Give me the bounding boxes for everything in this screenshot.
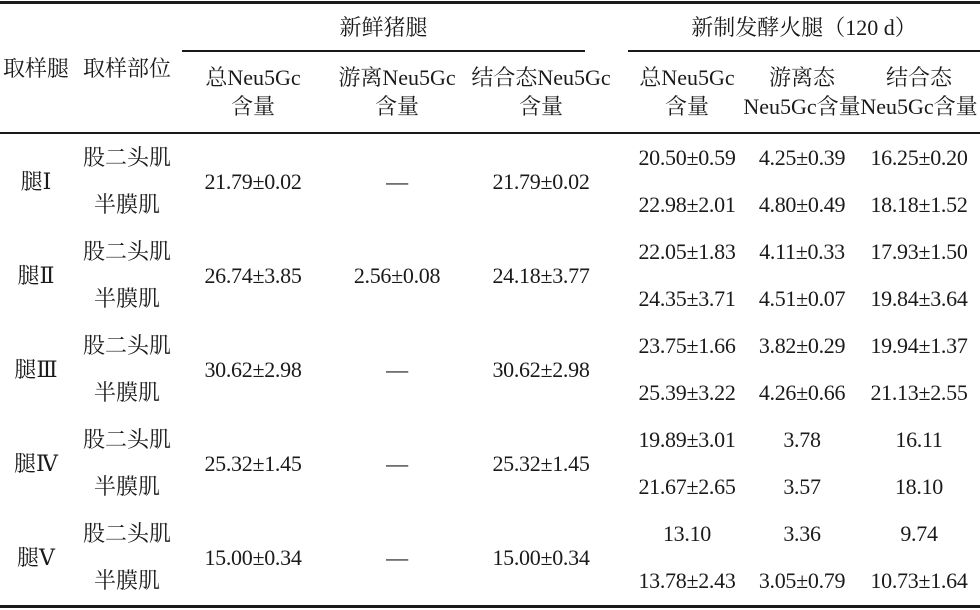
ham-value: 25.39±3.22 [638,380,736,405]
header-ham-total-line1: 总Neu5Gc [639,65,735,90]
ham-value: 10.73±1.64 [870,568,968,593]
header-group-ham: 新制发酵火腿（120 d） [691,14,917,40]
ham-value: 17.93±1.50 [870,239,968,264]
leg-name: 腿Ⅰ [20,168,52,194]
leg-name: 腿Ⅴ [17,544,55,570]
fresh-value: — [386,450,408,476]
ham-value: 16.11 [895,427,943,452]
ham-value: 20.50±0.59 [638,145,736,170]
header-ham-free-line2: Neu5Gc含量 [743,94,861,119]
ham-value: 24.35±3.71 [638,286,736,311]
leg-name: 腿Ⅱ [17,262,55,288]
fresh-value: — [386,356,408,382]
fresh-value: — [386,544,408,570]
header-ham-bound [858,52,980,132]
ham-value: 21.67±2.65 [638,474,736,499]
header-fresh-total-line2: 含量 [230,94,275,119]
ham-value: 3.78 [783,427,821,452]
ham-value: 18.10 [894,474,943,499]
fresh-value: 25.32±1.45 [204,450,302,476]
bottom-rule [0,605,980,608]
fresh-value: 30.62±2.98 [492,356,590,382]
ham-value: 19.84±3.64 [870,286,968,311]
header-fresh-total-line1: 总Neu5Gc [205,65,301,90]
header-fresh-total [182,52,324,132]
sample-part: 股二头肌 [82,333,171,358]
fresh-value: 21.79±0.02 [492,168,590,194]
sample-part: 半膜肌 [93,286,160,311]
ham-value: 19.94±1.37 [870,333,968,358]
header-part: 取样部位 [82,55,171,81]
fresh-value: 21.79±0.02 [204,168,302,194]
sample-part: 半膜肌 [93,474,160,499]
header-ham-total-line2: 含量 [664,94,709,119]
ham-value: 4.25±0.39 [758,145,846,170]
header-ham-free-line1: 游离态 [768,65,835,90]
ham-value: 3.05±0.79 [758,568,846,593]
ham-value: 3.36 [783,521,821,546]
ham-value: 4.26±0.66 [758,380,846,405]
ham-value: 13.10 [662,521,711,546]
header-ham-total [628,52,746,132]
sample-part: 半膜肌 [93,192,160,217]
ham-value: 13.78±2.43 [638,568,736,593]
header-fresh-bound-line1: 结合态Neu5Gc [471,65,611,90]
fresh-value: 15.00±0.34 [204,544,302,570]
fresh-value: 15.00±0.34 [492,544,590,570]
header-leg: 取样腿 [2,55,69,81]
ham-value: 18.18±1.52 [870,192,968,217]
fresh-value: 26.74±3.85 [204,262,302,288]
ham-value: 3.82±0.29 [758,333,846,358]
fresh-value: 2.56±0.08 [353,262,441,288]
sample-part: 股二头肌 [82,427,171,452]
fresh-value: 24.18±3.77 [492,262,590,288]
header-fresh-free [324,52,470,132]
ham-value: 19.89±3.01 [638,427,736,452]
header-group-fresh: 新鲜猪腿 [339,14,428,40]
sample-part: 半膜肌 [93,568,160,593]
ham-value: 9.74 [900,521,938,546]
fresh-value: — [386,168,408,194]
header-ham-bound-line1: 结合态 [885,65,952,90]
sample-part: 半膜肌 [93,380,160,405]
ham-value: 21.13±2.55 [870,380,968,405]
ham-value: 22.98±2.01 [638,192,736,217]
ham-value: 4.11±0.33 [759,239,845,264]
ham-value: 3.57 [783,474,821,499]
header-fresh-free-line1: 游离Neu5Gc [338,65,456,90]
header-fresh-bound [470,52,612,132]
sample-part: 股二头肌 [82,521,171,546]
ham-value: 23.75±1.66 [638,333,736,358]
ham-value: 16.25±0.20 [870,145,968,170]
sample-part: 股二头肌 [82,239,171,264]
leg-name: 腿Ⅳ [14,450,58,476]
ham-value: 22.05±1.83 [638,239,736,264]
header-fresh-bound-line2: 含量 [518,94,563,119]
fresh-value: 25.32±1.45 [492,450,590,476]
header-fresh-free-line2: 含量 [374,94,419,119]
ham-value: 4.80±0.49 [758,192,846,217]
fresh-value: 30.62±2.98 [204,356,302,382]
sample-part: 股二头肌 [82,145,171,170]
ham-value: 4.51±0.07 [758,286,846,311]
leg-name: 腿Ⅲ [14,356,58,382]
header-ham-bound-line2: Neu5Gc含量 [860,94,978,119]
header-ham-free [743,52,861,132]
